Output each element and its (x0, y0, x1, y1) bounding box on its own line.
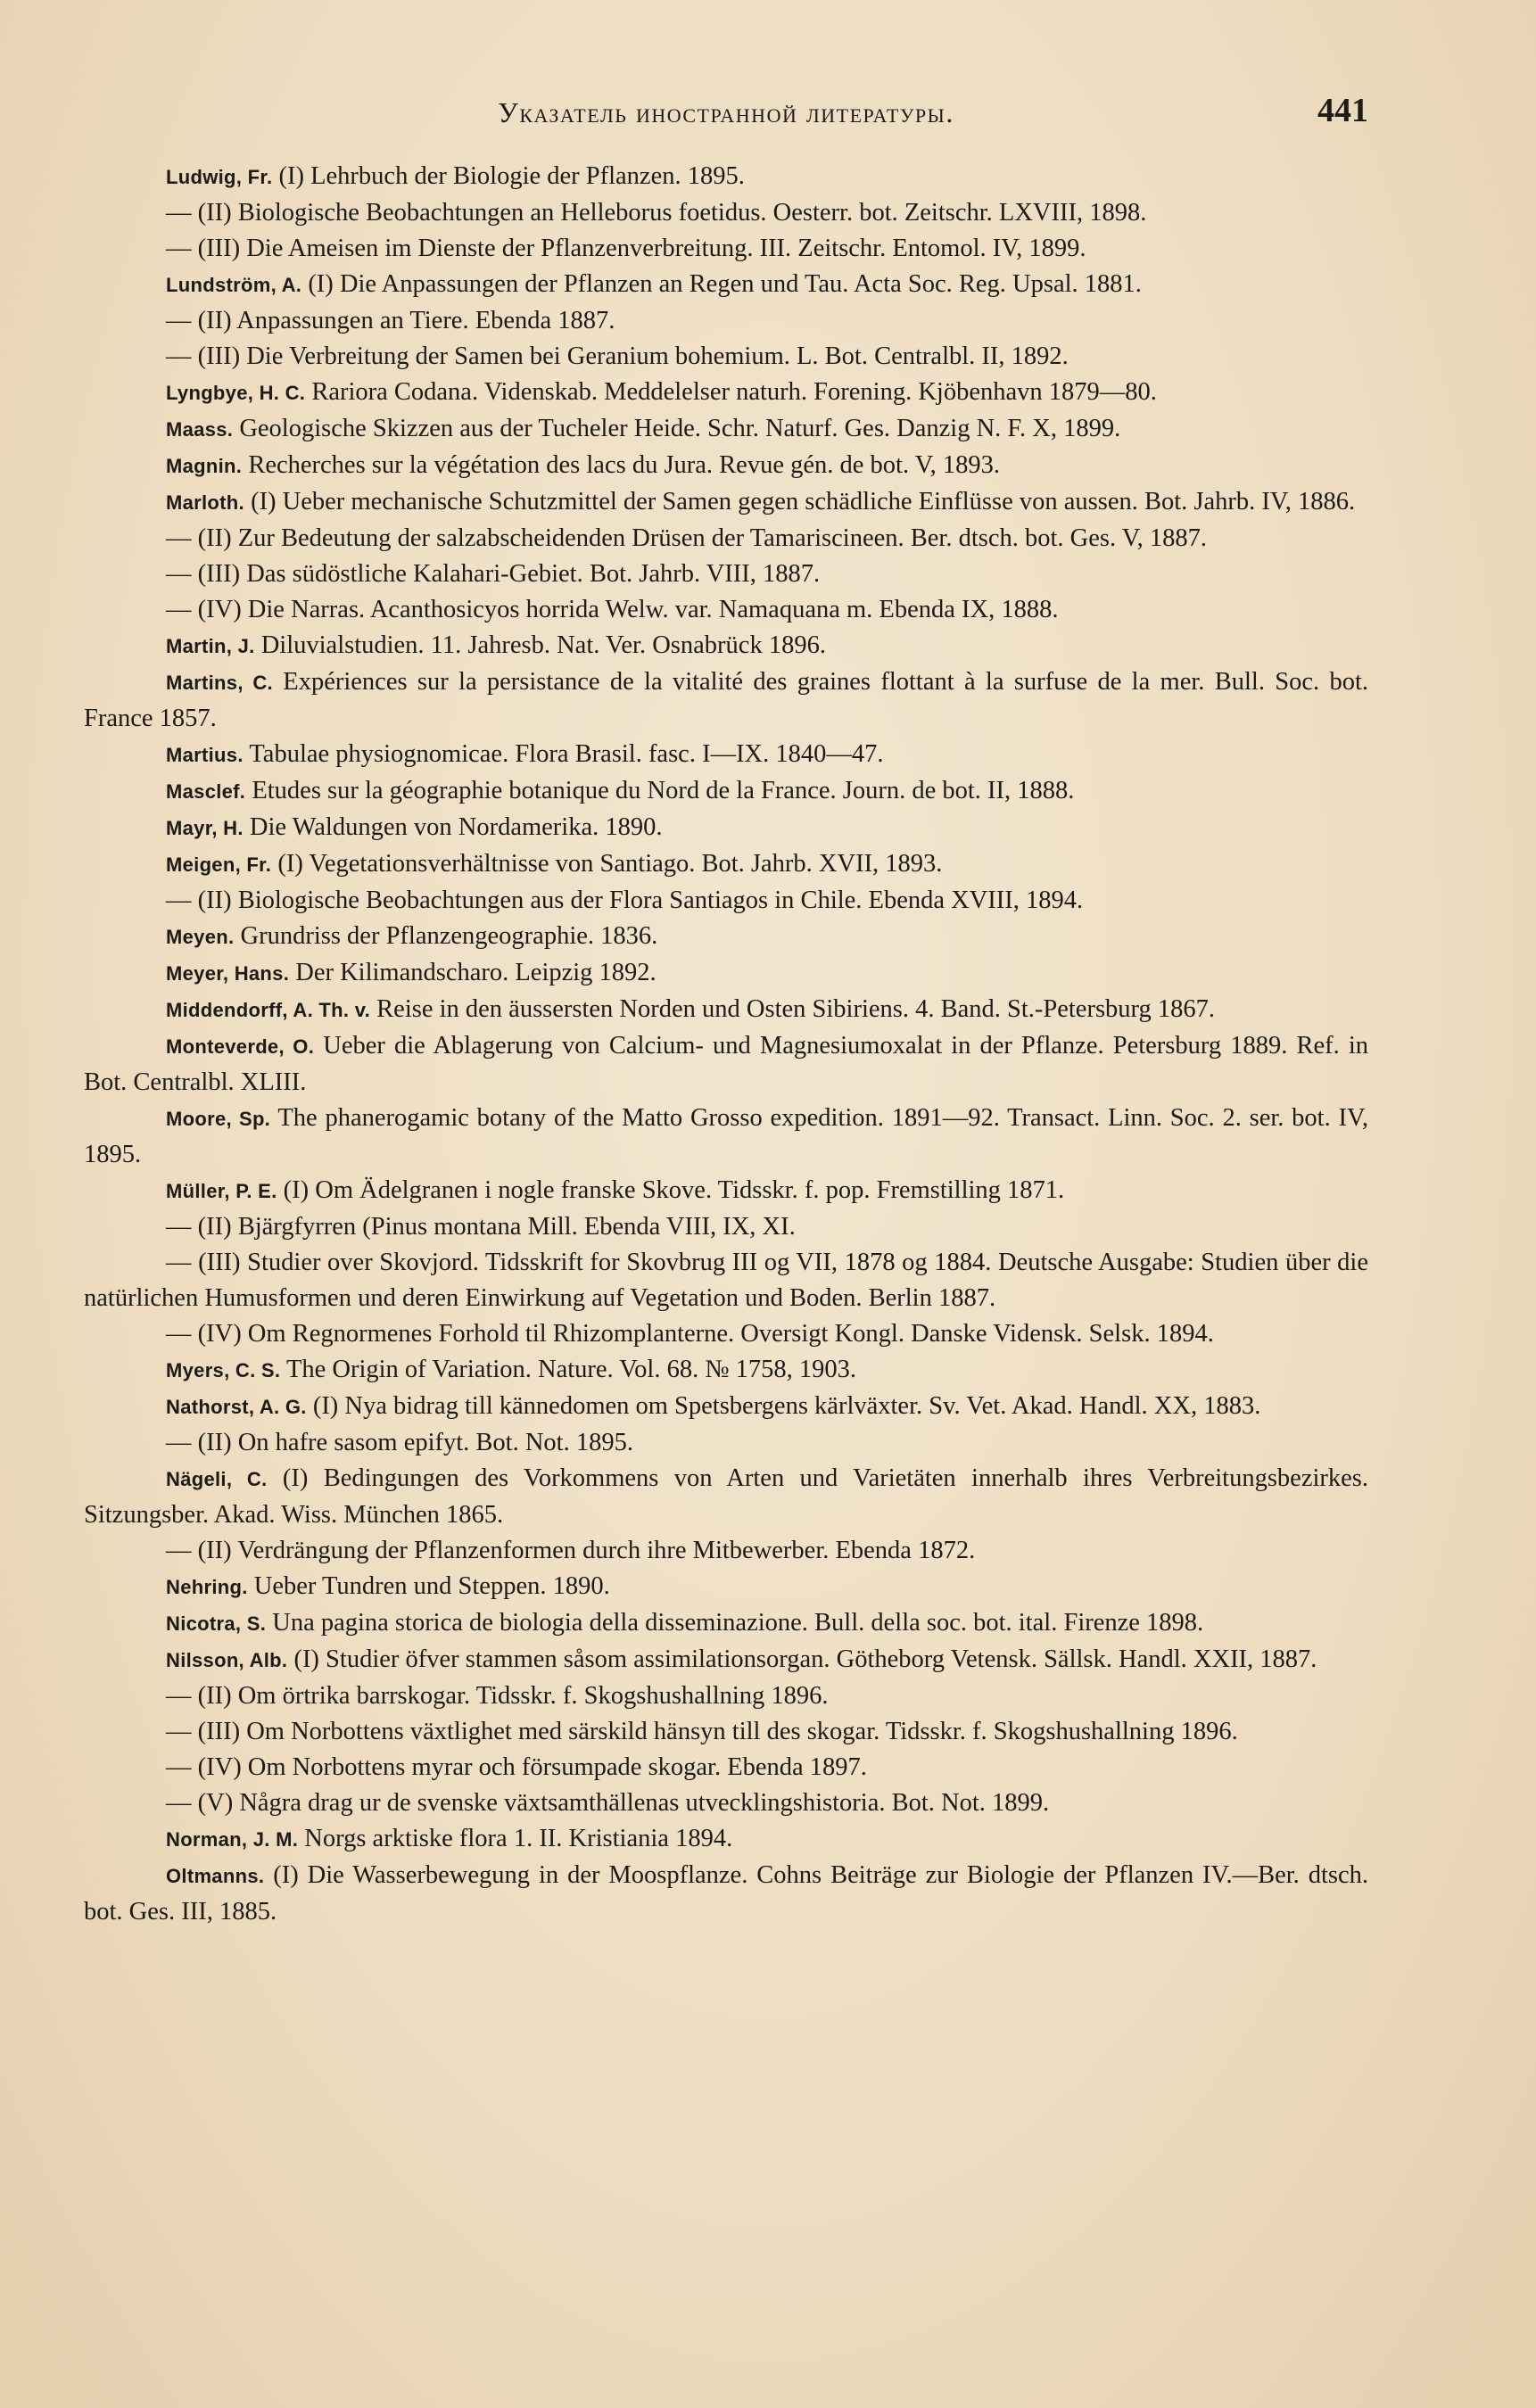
entry-author: Middendorff, A. Th. v. (166, 999, 371, 1021)
bibliography-entry (84, 1173, 1368, 1209)
bibliography-entry (84, 1714, 1368, 1750)
entry-text: Rariora Codana. Videnskab. Meddelelser naturh. Forening. Kjöbenhavn 1879—80. (311, 378, 1157, 406)
entry-text: (I) Studier öfver stammen såsom assimilationsorgan. Götheborg Vetensk. Sällsk. Handl. XXII, 1887. (293, 1645, 1317, 1673)
bibliography-entry (84, 484, 1368, 521)
bibliography-entry (84, 1821, 1368, 1858)
bibliography-entry (84, 883, 1368, 919)
entry-text: — (III) Om Norbottens växtlighet med särskild hänsyn till des skogar. Tidsskr. f. Skogshushallning 1896. (166, 1718, 1238, 1745)
entry-author: Mayr, H. (166, 817, 244, 839)
entry-text: Ueber Tundren und Steppen. 1890. (253, 1572, 610, 1600)
entry-text: — (V) Några drag ur de svenske växtsamthällenas utvecklingshistoria. Bot. Not. 1899. (166, 1789, 1050, 1817)
entry-author: Nehring. (166, 1576, 248, 1598)
bibliography-entry (84, 919, 1368, 955)
entry-text: Diluvialstudien. 11. Jahresb. Nat. Ver. Osnabrück 1896. (260, 631, 826, 659)
entry-text: Grundriss der Pflanzengeographie. 1836. (240, 922, 658, 950)
bibliography-entry (84, 1461, 1368, 1533)
entry-author: Meyen. (166, 926, 235, 948)
entry-text: (I) Ueber mechanische Schutzmittel der Samen gegen schädliche Einflüsse von aussen. Bot. Jahrb. IV, 1886. (251, 488, 1356, 515)
entry-author: Maass. (166, 418, 234, 441)
bibliography-entry (84, 992, 1368, 1028)
entry-text: — (IV) Om Norbottens myrar och försumpade skogar. Ebenda 1897. (166, 1753, 867, 1781)
entry-text: — (III) Das südöstliche Kalahari-Gebiet. Bot. Jahrb. VIII, 1887. (166, 560, 821, 588)
entry-text: Expériences sur la persistance de la vitalité des graines flottant à la surfuse de la mer. Bull. Soc. bot. France 1857. (84, 668, 1369, 732)
entry-author: Lyngbye, H. C. (166, 382, 306, 404)
bibliography-entry (84, 1642, 1368, 1678)
entry-author: Lundström, A. (166, 274, 302, 296)
entry-author: Oltmanns. (166, 1865, 265, 1887)
bibliography-entry (84, 448, 1368, 484)
entry-author: Martins, C. (166, 672, 273, 694)
bibliography-entry (84, 1858, 1368, 1930)
entry-text: Die Waldungen von Nordamerika. 1890. (249, 813, 663, 841)
entry-author: Magnin. (166, 455, 243, 477)
bibliography-entry (84, 737, 1368, 773)
entry-text: (I) Die Wasserbewegung in der Moospflanze. Cohns Beiträge zur Biologie der Pflanzen IV.—Ber. dtsch. bot. Ges. III, 1885. (84, 1861, 1369, 1926)
entry-text: Norgs arktiske flora 1. II. Kristiania 1894. (304, 1825, 733, 1852)
bibliography-entry (84, 810, 1368, 846)
entry-author: Martin, J. (166, 635, 255, 657)
entry-author: Müller, P. E. (166, 1180, 277, 1202)
bibliography-list (84, 159, 1368, 1930)
bibliography-entry (84, 1028, 1368, 1101)
entry-author: Masclef. (166, 780, 246, 803)
entry-text: Reise in den äussersten Norden und Osten Sibiriens. 4. Band. St.-Petersburg 1867. (376, 995, 1216, 1023)
entry-text: Una pagina storica de biologia della disseminazione. Bull. della soc. bot. ital. Firenze 1898. (272, 1609, 1204, 1637)
bibliography-entry (84, 628, 1368, 664)
bibliography-entry (84, 592, 1368, 628)
bibliography-entry (84, 1785, 1368, 1821)
bibliography-entry (84, 955, 1368, 992)
bibliography-entry (84, 303, 1368, 339)
page-header (84, 86, 1368, 139)
bibliography-entry (84, 1750, 1368, 1785)
entry-text: (I) Die Anpassungen der Pflanzen an Regen und Tau. Acta Soc. Reg. Upsal. 1881. (308, 270, 1142, 298)
entry-text: — (II) Zur Bedeutung der salzabscheidenden Drüsen der Tamariscineen. Ber. dtsch. bot. Ges. V, 1887. (166, 524, 1207, 552)
bibliography-entry (84, 1605, 1368, 1642)
bibliography-entry (84, 339, 1368, 375)
bibliography-entry (84, 411, 1368, 448)
entry-author: Meyer, Hans. (166, 962, 290, 985)
entry-text: The Origin of Variation. Nature. Vol. 68. № 1758, 1903. (285, 1356, 857, 1383)
entry-text: Etudes sur la géographie botanique du Nord de la France. Journ. de bot. II, 1888. (252, 777, 1075, 804)
entry-text: — (II) Verdrängung der Pflanzenformen durch ihre Mitbewerber. Ebenda 1872. (166, 1537, 976, 1564)
entry-author: Norman, J. M. (166, 1828, 299, 1851)
entry-text: — (II) Biologische Beobachtungen aus der Flora Santiagos in Chile. Ebenda XVIII, 1894. (166, 887, 1084, 914)
bibliography-entry (84, 1209, 1368, 1245)
entry-text: — (III) Die Ameisen im Dienste der Pflanzenverbreitung. III. Zeitschr. Entomol. IV, 1899. (166, 235, 1086, 262)
bibliography-entry (84, 159, 1368, 195)
bibliography-entry (84, 557, 1368, 592)
bibliography-entry (84, 1389, 1368, 1425)
entry-text: (I) Bedingungen des Vorkommens von Arten und Varietäten innerhalb ihres Verbreitungsbezirkes. Sitzungsber. Akad. Wiss. München 1865. (84, 1464, 1369, 1529)
entry-author: Monteverde, O. (166, 1035, 315, 1058)
entry-text: Tabulae physiognomicae. Flora Brasil. fasc. I—IX. 1840—47. (249, 740, 884, 768)
running-title: Указатель иностранной литературы. (498, 96, 954, 128)
entry-text: (I) Nya bidrag till kännedomen om Spetsbergens kärlväxter. Sv. Vet. Akad. Handl. XX, 1883. (312, 1392, 1261, 1420)
entry-author: Myers, C. S. (166, 1359, 281, 1381)
bibliography-entry (84, 846, 1368, 883)
entry-text: — (III) Die Verbreitung der Samen bei Geranium bohemium. L. Bot. Centralbl. II, 1892. (166, 342, 1069, 370)
entry-text: — (II) On hafre sasom epifyt. Bot. Not. 1895. (166, 1429, 633, 1456)
entry-author: Martius. (166, 744, 244, 766)
bibliography-entry (84, 195, 1368, 231)
bibliography-entry (84, 664, 1368, 737)
bibliography-entry (84, 521, 1368, 557)
bibliography-entry (84, 1569, 1368, 1605)
entry-text: — (III) Studier over Skovjord. Tidsskrift for Skovbrug III og VII, 1878 og 1884. Deutsche Ausgabe: Studien über die natürlichen Humusformen und deren Einwirkung auf Vegetation und Boden. Berlin 1887. (84, 1249, 1368, 1312)
entry-text: Recherches sur la végétation des lacs du Jura. Revue gén. de bot. V, 1893. (248, 451, 1000, 479)
bibliography-entry (84, 267, 1368, 303)
entry-author: Meigen, Fr. (166, 854, 272, 876)
entry-text: — (II) Anpassungen an Tiere. Ebenda 1887. (166, 307, 615, 334)
bibliography-entry (84, 1245, 1368, 1316)
bibliography-entry (84, 1533, 1368, 1569)
entry-author: Moore, Sp. (166, 1108, 271, 1130)
entry-text: Geologische Skizzen aus der Tucheler Heide. Schr. Naturf. Ges. Danzig N. F. X, 1899. (239, 415, 1121, 442)
entry-author: Nicotra, S. (166, 1612, 267, 1635)
entry-author: Marloth. (166, 491, 244, 514)
entry-text: Ueber die Ablagerung von Calcium- und Magnesiumoxalat in der Pflanze. Petersburg 1889. Ref. in Bot. Centralbl. XLIII. (84, 1032, 1369, 1096)
entry-author: Nathorst, A. G. (166, 1396, 307, 1418)
entry-text: — (IV) Om Regnormenes Forhold til Rhizomplanterne. Oversigt Kongl. Danske Vidensk. Selsk. 1894. (166, 1320, 1214, 1348)
entry-author: Ludwig, Fr. (166, 166, 273, 188)
entry-author: Nägeli, C. (166, 1468, 268, 1490)
entry-text: The phanerogamic botany of the Matto Grosso expedition. 1891—92. Transact. Linn. Soc. 2. ser. bot. IV, 1895. (84, 1104, 1368, 1168)
bibliography-entry (84, 773, 1368, 810)
bibliography-entry (84, 231, 1368, 267)
entry-text: — (II) Bjärgfyrren (Pinus montana Mill. Ebenda VIII, IX, XI. (166, 1213, 796, 1241)
bibliography-entry (84, 375, 1368, 411)
entry-text: — (IV) Die Narras. Acanthosicyos horrida Welw. var. Namaquana m. Ebenda IX, 1888. (166, 596, 1059, 623)
entry-author: Nilsson, Alb. (166, 1649, 288, 1671)
bibliography-entry (84, 1678, 1368, 1714)
entry-text: (I) Lehrbuch der Biologie der Pflanzen. 1895. (278, 162, 745, 190)
entry-text: — (II) Om örtrika barrskogar. Tidsskr. f. Skogshushallning 1896. (166, 1682, 829, 1710)
bibliography-entry (84, 1101, 1368, 1173)
page-number: 441 (1317, 92, 1368, 129)
bibliography-entry (84, 1425, 1368, 1461)
bibliography-entry (84, 1316, 1368, 1352)
entry-text: Der Kilimandscharo. Leipzig 1892. (295, 959, 657, 986)
entry-text: (I) Om Ädelgranen i nogle franske Skove. Tidsskr. f. pop. Fremstilling 1871. (283, 1176, 1065, 1204)
bibliography-entry (84, 1352, 1368, 1389)
entry-text: (I) Vegetationsverhältnisse von Santiago. Bot. Jahrb. XVII, 1893. (277, 850, 943, 878)
entry-text: — (II) Biologische Beobachtungen an Helleborus foetidus. Oesterr. bot. Zeitschr. LXVIII, 1898. (166, 199, 1147, 227)
